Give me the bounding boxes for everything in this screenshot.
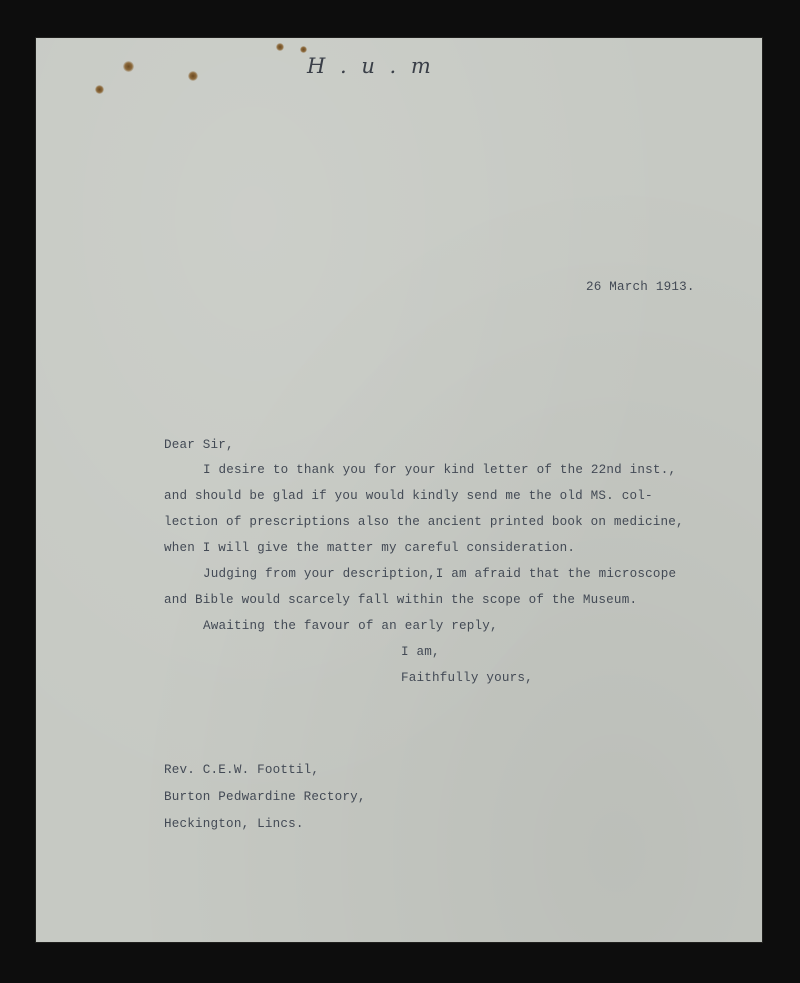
body-line: lection of prescriptions also the ancient printed book on medicine, [164,515,684,529]
body-line: Awaiting the favour of an early reply, [203,619,498,633]
body-line: and Bible would scarcely fall within the scope of the Museum. [164,593,638,607]
recipient-address-line: Burton Pedwardine Rectory, [164,790,366,804]
recipient-name: Rev. C.E.W. Foottil, [164,763,320,777]
body-line: and should be glad if you would kindly send me the old MS. col- [164,489,653,503]
salutation: Dear Sir, [164,438,234,452]
foxing-spot [300,46,307,53]
foxing-spot [123,61,134,72]
closing-i-am: I am, [401,645,440,659]
body-line: Judging from your description,I am afraid that the microscope [203,567,677,581]
closing-signoff: Faithfully yours, [401,671,533,685]
body-line: I desire to thank you for your kind letter of the 22nd inst., [203,463,677,477]
body-line: when I will give the matter my careful consideration. [164,541,576,555]
foxing-spot [188,71,198,81]
foxing-spot [95,85,104,94]
letter-date: 26 March 1913. [586,280,695,294]
letter-page [36,38,762,942]
foxing-spot [276,43,284,51]
recipient-address-line: Heckington, Lincs. [164,817,304,831]
handwritten-initials: H . u . m [307,54,435,78]
